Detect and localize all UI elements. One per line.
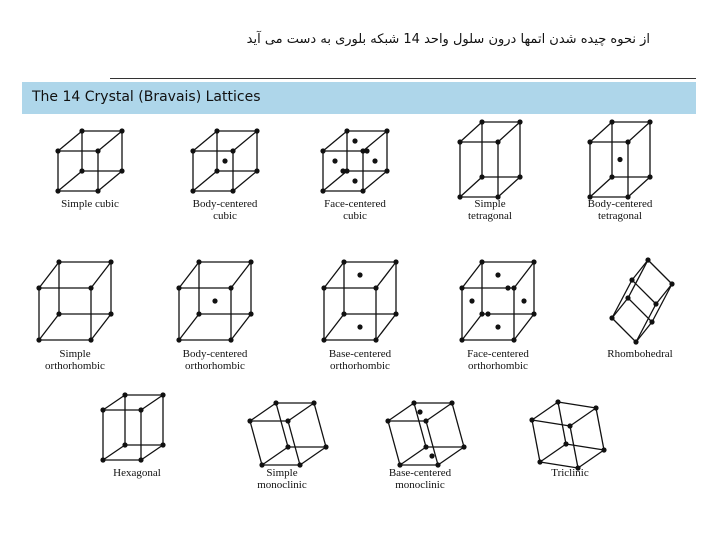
face-centered-cubic-cell xyxy=(320,128,389,193)
corner-atom xyxy=(625,139,630,144)
corner-atom xyxy=(247,418,252,423)
corner-atom xyxy=(160,392,165,397)
cell-edge xyxy=(648,260,672,284)
cell-edge xyxy=(276,403,288,447)
cell-edge xyxy=(462,262,482,288)
cell-edge xyxy=(628,177,650,197)
base-center-atom xyxy=(357,324,362,329)
corner-atom xyxy=(55,188,60,193)
simple-orthorhombic-label xyxy=(15,348,135,372)
corner-atom xyxy=(55,148,60,153)
corner-atom xyxy=(449,400,454,405)
corner-atom xyxy=(320,188,325,193)
corner-atom xyxy=(633,339,638,344)
corner-atom xyxy=(254,128,259,133)
label-line: tetragonal xyxy=(598,210,642,222)
corner-atom xyxy=(321,285,326,290)
cell-edge xyxy=(91,314,111,340)
label-line: Body-centered xyxy=(587,198,653,210)
face-center-atom xyxy=(521,298,526,303)
label-line: Body-centered xyxy=(192,198,258,210)
cell-edge xyxy=(462,314,482,340)
corner-atom xyxy=(119,128,124,133)
cell-edge xyxy=(498,177,520,197)
cell-edge xyxy=(262,447,288,465)
corner-atom xyxy=(285,418,290,423)
corner-atom xyxy=(629,277,634,282)
face-centered-cubic-label xyxy=(295,198,415,222)
cell-edge xyxy=(98,171,122,191)
triclinic-label xyxy=(510,467,630,479)
cell-edge xyxy=(58,171,82,191)
face-center-atom xyxy=(372,158,377,163)
hexagonal-label xyxy=(77,467,197,479)
corner-atom xyxy=(285,444,290,449)
face-center-atom xyxy=(505,285,510,290)
corner-atom xyxy=(537,459,542,464)
corner-atom xyxy=(230,148,235,153)
body-centered-cubic-cell xyxy=(190,128,259,193)
corner-atom xyxy=(393,259,398,264)
body-center-atom xyxy=(222,158,227,163)
cell-edge xyxy=(460,177,482,197)
corner-atom xyxy=(122,392,127,397)
face-center-atom xyxy=(352,178,357,183)
cell-edge xyxy=(98,131,122,151)
simple-orthorhombic-cell xyxy=(36,259,113,342)
corner-atom xyxy=(601,447,606,452)
corner-atom xyxy=(479,311,484,316)
cell-edge xyxy=(558,402,566,444)
corner-atom xyxy=(176,285,181,290)
body-centered-tetragonal-label xyxy=(560,198,680,222)
body-centered-tetragonal-cell xyxy=(587,119,652,199)
cell-edge xyxy=(532,420,570,426)
corner-atom xyxy=(669,281,674,286)
label-line: orthorhombic xyxy=(468,360,528,372)
label-line: Simple xyxy=(59,348,91,360)
corner-atom xyxy=(228,337,233,342)
cell-edge xyxy=(570,408,596,426)
cell-edge xyxy=(103,395,125,410)
cell-edge xyxy=(532,402,558,420)
corner-atom xyxy=(100,407,105,412)
base-center-atom xyxy=(357,272,362,277)
body-centered-cubic-label xyxy=(165,198,285,222)
hexagonal-cell xyxy=(100,392,165,462)
cell-edge xyxy=(452,403,464,447)
label-line: Base-centered xyxy=(388,467,452,479)
label-line: Face-centered xyxy=(324,198,386,210)
base-centered-orthorhombic-cell xyxy=(321,259,398,342)
corner-atom xyxy=(95,188,100,193)
label-line: Triclinic xyxy=(551,467,589,479)
corner-atom xyxy=(459,337,464,342)
corner-atom xyxy=(587,139,592,144)
cell-edge xyxy=(323,171,347,191)
corner-atom xyxy=(457,139,462,144)
corner-atom xyxy=(609,119,614,124)
cell-edge xyxy=(376,314,396,340)
corner-atom xyxy=(373,337,378,342)
corner-atom xyxy=(56,259,61,264)
body-center-atom xyxy=(617,157,622,162)
body-centered-orthorhombic-label xyxy=(155,348,275,372)
corner-atom xyxy=(230,188,235,193)
corner-atom xyxy=(625,295,630,300)
cell-edge xyxy=(233,171,257,191)
corner-atom xyxy=(88,337,93,342)
corner-atom xyxy=(647,119,652,124)
corner-atom xyxy=(511,285,516,290)
corner-atom xyxy=(459,285,464,290)
corner-atom xyxy=(254,168,259,173)
corner-atom xyxy=(108,259,113,264)
cell-edge xyxy=(39,262,59,288)
label-line: orthorhombic xyxy=(185,360,245,372)
base-center-atom xyxy=(429,453,434,458)
face-center-atom xyxy=(352,138,357,143)
corner-atom xyxy=(393,311,398,316)
cell-edge xyxy=(300,447,326,465)
label-line: Base-centered xyxy=(328,348,392,360)
cell-edge xyxy=(460,122,482,142)
simple-tetragonal-cell xyxy=(457,119,522,199)
cell-edge xyxy=(590,177,612,197)
rhombohedral-cell xyxy=(609,257,674,344)
corner-atom xyxy=(341,259,346,264)
simple-monoclinic-label xyxy=(222,467,342,491)
cell-edge xyxy=(540,444,566,462)
corner-atom xyxy=(320,148,325,153)
cell-edge xyxy=(103,445,125,460)
cell-edge xyxy=(39,314,59,340)
corner-atom xyxy=(531,311,536,316)
cell-edge xyxy=(363,131,387,151)
cell-edge xyxy=(578,450,604,468)
base-centered-monoclinic-label xyxy=(360,467,480,491)
corner-atom xyxy=(79,128,84,133)
corner-atom xyxy=(122,442,127,447)
corner-atom xyxy=(100,457,105,462)
cell-edge xyxy=(250,421,262,465)
label-line: monoclinic xyxy=(257,479,307,491)
cell-edge xyxy=(636,322,652,342)
corner-atom xyxy=(360,188,365,193)
corner-atom xyxy=(423,418,428,423)
label-line: Hexagonal xyxy=(113,467,161,479)
label-line: cubic xyxy=(213,210,237,222)
label-line: Body-centered xyxy=(182,348,248,360)
page-heading: از نحوه چیده شدن اتمها درون سلول واحد 14 شبکه بلوری به دست می آید xyxy=(246,32,650,47)
cell-edge xyxy=(400,447,426,465)
corner-atom xyxy=(555,399,560,404)
cell-edge xyxy=(514,262,534,288)
corner-atom xyxy=(567,423,572,428)
corner-atom xyxy=(344,128,349,133)
face-center-atom xyxy=(485,311,490,316)
face-center-atom xyxy=(364,148,369,153)
face-centered-orthorhombic-cell xyxy=(459,259,536,342)
cell-edge xyxy=(590,122,612,142)
simple-cubic-cell xyxy=(55,128,124,193)
simple-tetragonal-label xyxy=(430,198,550,222)
base-center-atom xyxy=(417,409,422,414)
cell-edge xyxy=(376,262,396,288)
corner-atom xyxy=(609,315,614,320)
cell-edge xyxy=(324,314,344,340)
corner-atom xyxy=(138,457,143,462)
face-centered-orthorhombic-label xyxy=(438,348,558,372)
label-line: cubic xyxy=(343,210,367,222)
corner-atom xyxy=(248,259,253,264)
corner-atom xyxy=(311,400,316,405)
corner-atom xyxy=(647,174,652,179)
corner-atom xyxy=(373,285,378,290)
corner-atom xyxy=(411,400,416,405)
corner-atom xyxy=(36,337,41,342)
corner-atom xyxy=(95,148,100,153)
cell-edge xyxy=(91,262,111,288)
corner-atom xyxy=(273,400,278,405)
face-center-atom xyxy=(495,324,500,329)
corner-atom xyxy=(495,139,500,144)
label-line: Simple xyxy=(474,198,506,210)
cell-edge xyxy=(612,318,636,342)
label-line: Simple cubic xyxy=(61,198,119,210)
base-centered-orthorhombic-label xyxy=(300,348,420,372)
cell-edge xyxy=(288,421,300,465)
label-line: orthorhombic xyxy=(45,360,105,372)
cell-edge xyxy=(656,284,672,304)
corner-atom xyxy=(214,128,219,133)
cell-edge xyxy=(233,131,257,151)
corner-atom xyxy=(511,337,516,342)
cell-edge xyxy=(388,403,414,421)
corner-atom xyxy=(321,337,326,342)
corner-atom xyxy=(531,259,536,264)
label-line: Face-centered xyxy=(467,348,529,360)
corner-atom xyxy=(384,128,389,133)
corner-atom xyxy=(461,444,466,449)
corner-atom xyxy=(479,174,484,179)
corner-atom xyxy=(190,148,195,153)
corner-atom xyxy=(160,442,165,447)
cell-edge xyxy=(532,420,540,462)
corner-atom xyxy=(645,257,650,262)
corner-atom xyxy=(385,418,390,423)
face-center-atom xyxy=(332,158,337,163)
cell-edge xyxy=(438,447,464,465)
base-centered-monoclinic-cell xyxy=(385,400,466,467)
corner-atom xyxy=(649,319,654,324)
cell-edge xyxy=(324,262,344,288)
cell-edge xyxy=(179,262,199,288)
cell-edge xyxy=(632,260,648,280)
corner-atom xyxy=(423,444,428,449)
corner-atom xyxy=(517,174,522,179)
cell-edge xyxy=(426,403,452,421)
face-center-atom xyxy=(469,298,474,303)
cell-edge xyxy=(231,262,251,288)
rhombohedral-label xyxy=(580,348,700,360)
cell-edge xyxy=(612,298,628,318)
corner-atom xyxy=(196,259,201,264)
cell-edge xyxy=(288,403,314,421)
body-center-atom xyxy=(212,298,217,303)
cell-edge xyxy=(388,421,400,465)
face-center-atom xyxy=(495,272,500,277)
corner-atom xyxy=(248,311,253,316)
cell-edge xyxy=(566,444,604,450)
cell-edge xyxy=(323,131,347,151)
cell-edge xyxy=(558,402,596,408)
corner-atom xyxy=(108,311,113,316)
corner-atom xyxy=(214,168,219,173)
cell-edge xyxy=(58,131,82,151)
corner-atom xyxy=(479,259,484,264)
simple-monoclinic-cell xyxy=(247,400,328,467)
corner-atom xyxy=(517,119,522,124)
cell-edge xyxy=(570,426,578,468)
label-line: orthorhombic xyxy=(330,360,390,372)
cell-edge xyxy=(314,403,326,447)
corner-atom xyxy=(196,311,201,316)
cell-edge xyxy=(628,122,650,142)
corner-atom xyxy=(176,337,181,342)
corner-atom xyxy=(479,119,484,124)
cell-edge xyxy=(596,408,604,450)
corner-atom xyxy=(529,417,534,422)
cell-edge xyxy=(231,314,251,340)
corner-atom xyxy=(653,301,658,306)
cell-edge xyxy=(498,122,520,142)
corner-atom xyxy=(228,285,233,290)
triclinic-cell xyxy=(529,399,606,470)
corner-atom xyxy=(119,168,124,173)
corner-atom xyxy=(609,174,614,179)
body-centered-orthorhombic-cell xyxy=(176,259,253,342)
banner-title: The 14 Crystal (Bravais) Lattices xyxy=(32,89,261,105)
label-line: monoclinic xyxy=(395,479,445,491)
corner-atom xyxy=(593,405,598,410)
face-center-atom xyxy=(340,168,345,173)
cell-edge xyxy=(179,314,199,340)
cell-edge xyxy=(141,445,163,460)
label-line: tetragonal xyxy=(468,210,512,222)
corner-atom xyxy=(36,285,41,290)
corner-atom xyxy=(190,188,195,193)
simple-cubic-label xyxy=(30,198,150,210)
cell-edge xyxy=(514,314,534,340)
corner-atom xyxy=(138,407,143,412)
label-line: Rhombohedral xyxy=(607,348,673,360)
corner-atom xyxy=(384,168,389,173)
corner-atom xyxy=(79,168,84,173)
cell-edge xyxy=(141,395,163,410)
corner-atom xyxy=(563,441,568,446)
label-line: Simple xyxy=(266,467,298,479)
corner-atom xyxy=(56,311,61,316)
cell-edge xyxy=(250,403,276,421)
corner-atom xyxy=(88,285,93,290)
corner-atom xyxy=(323,444,328,449)
corner-atom xyxy=(341,311,346,316)
cell-edge xyxy=(193,171,217,191)
cell-edge xyxy=(193,131,217,151)
cell-edge xyxy=(363,171,387,191)
